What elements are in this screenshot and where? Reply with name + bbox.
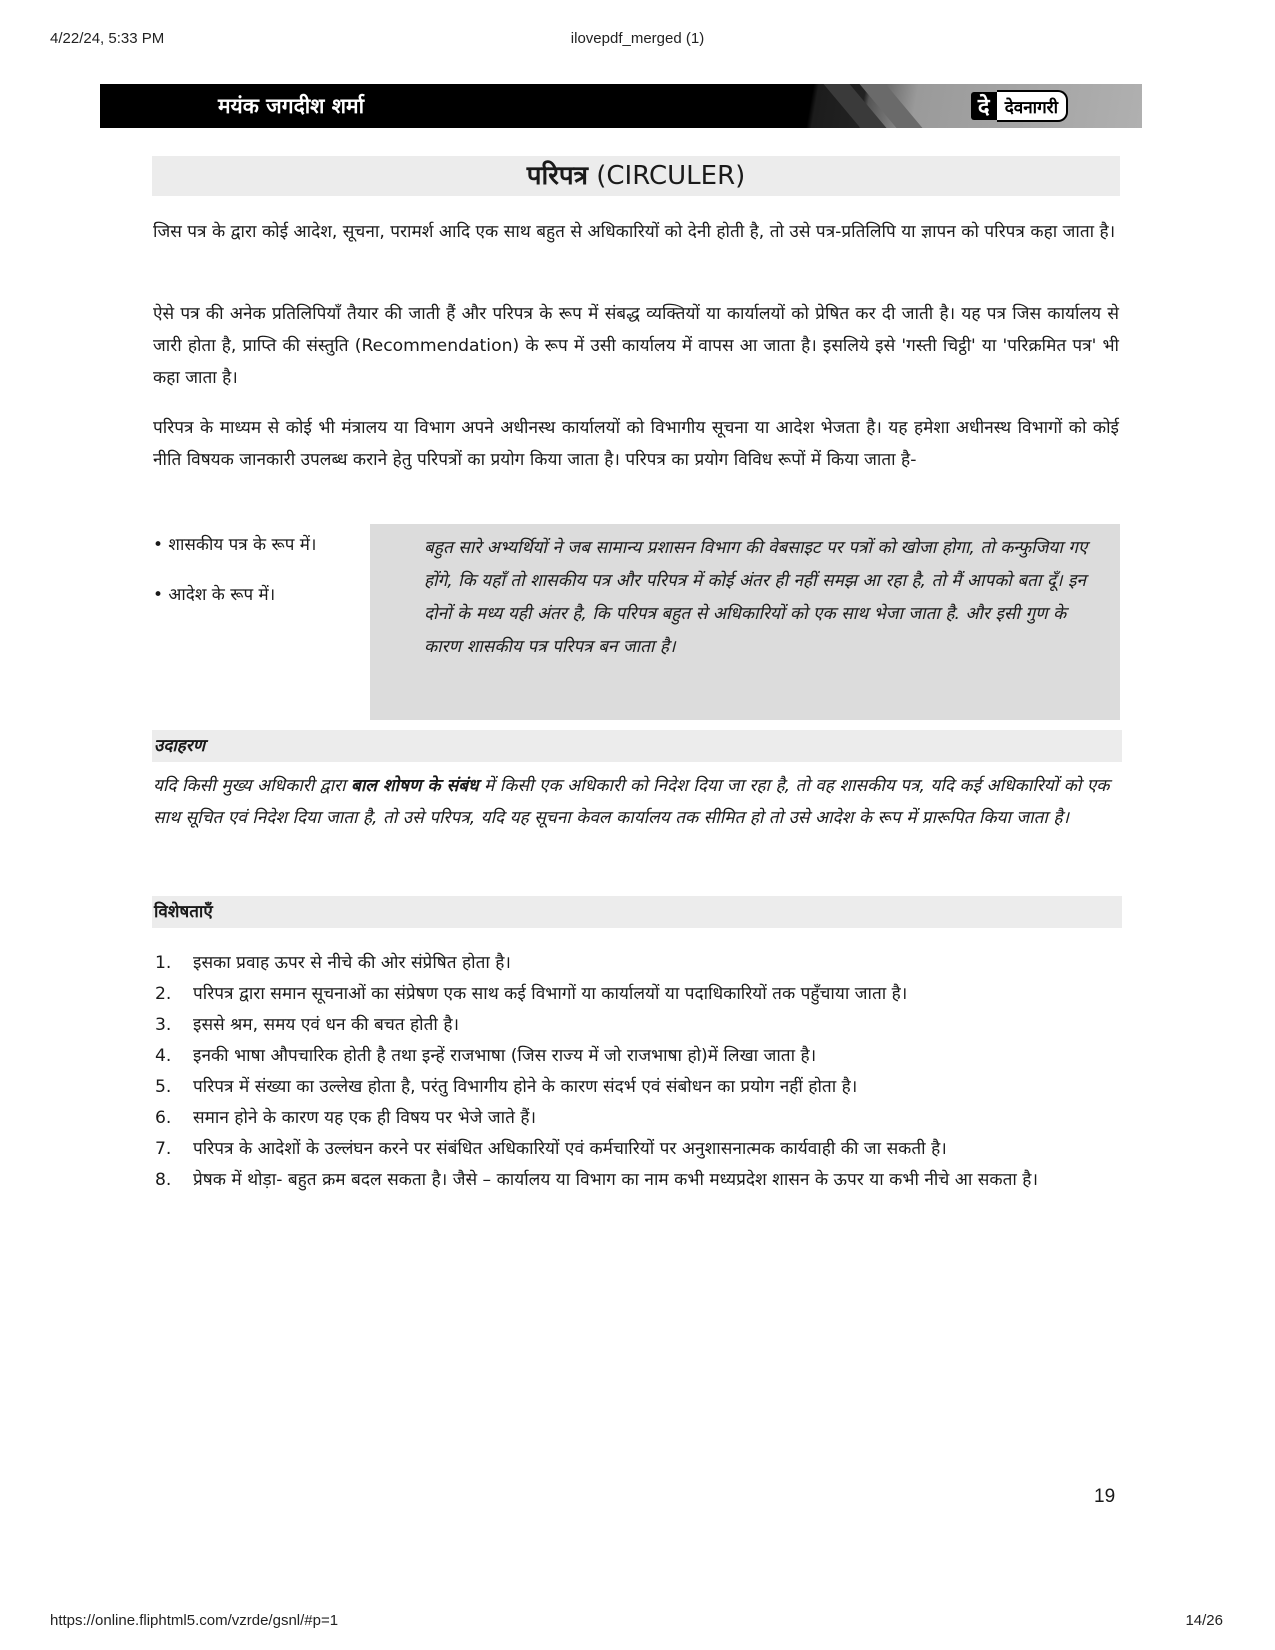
paragraph-usage: परिपत्र के माध्यम से कोई भी मंत्रालय या विभाग अपने अधीनस्थ कार्यालयों को विभागीय सूचना या आदेश भेजता है। यह हमेशा अधीनस्थ विभागों को कोई नीति विषयक जानकारी उपलब्ध कराने हेतु परिपत्रों का प्रयोग किया जाता है। परिपत्र का प्रयोग विविध रूपों में किया जाता है- [153,418,1119,470]
usage-bullet-list [153,534,316,634]
list-item [153,1072,1121,1103]
print-document-title: ilovepdf_merged (1) [570,30,705,47]
features-heading: विशेषताएँ [152,896,1122,928]
list-item-number: 3. [155,1015,172,1035]
list-item-number: 1. [155,953,172,973]
brand-logo [971,90,1068,122]
list-item-text: इनकी भाषा औपचारिक होती है तथा इन्हें राजभाषा (जिस राज्य में जो राजभाषा हो)में लिखा जाता है। [193,1046,817,1066]
list-item-text: समान होने के कारण यह एक ही विषय पर भेजे जाते हैं। [193,1108,536,1128]
list-item-text: परिपत्र के आदेशों के उल्लंघन करने पर संबंधित अधिकारियों एवं कर्मचारियों पर अनुशासनात्मक कार्यवाही की जा सकती है। [193,1139,947,1159]
list-item-number: 4. [155,1046,172,1066]
print-page-counter: 14/26 [1185,1612,1223,1629]
list-item: • शासकीय पत्र के रूप में। [153,535,317,555]
page-title [152,156,1120,196]
list-item-number: 6. [155,1108,172,1128]
list-item [153,979,1121,1010]
list-item-text: इसका प्रवाह ऊपर से नीचे की ओर संप्रेषित होता है। [193,953,511,973]
page-title-hindi: परिपत्र [526,161,588,191]
document-page-number: 19 [1094,1486,1116,1507]
note-callout [370,524,1120,720]
print-header [0,30,1275,52]
page-title-english: (CIRCULER) [596,161,746,191]
list-item [153,1010,1121,1041]
list-item [153,1103,1121,1134]
features-list [153,948,1121,1196]
example-text-start: यदि किसी मुख्य अधिकारी द्वारा [153,776,351,796]
example-text [153,770,1119,834]
example-text-end: में किसी एक अधिकारी को निदेश दिया जा रहा है, तो वह शासकीय पत्र, यदि कई अधिकारियों को एक साथ सूचित एवं निदेश दिया जाता है, तो उसे परिपत्र, यदि यह सूचना केवल कार्यालय तक सीमित हो तो उसे आदेश के रूप में प्रारूपित किया जाता है। [153,776,1110,828]
list-item [153,1041,1121,1072]
list-item-text: इससे श्रम, समय एवं धन की बचत होती है। [193,1015,459,1035]
list-item-number: 2. [155,984,172,1004]
print-datetime: 4/22/24, 5:33 PM [50,30,165,47]
list-item [153,948,1121,979]
list-item-text: प्रेषक में थोड़ा- बहुत क्रम बदल सकता है। जैसे – कार्यालय या विभाग का नाम कभी मध्यप्रदेश शासन के ऊपर या कभी नीचे आ सकता है। [193,1170,1038,1190]
list-item-text: परिपत्र द्वारा समान सूचनाओं का संप्रेषण एक साथ कई विभागों या कार्यालयों या पदाधिकारियों तक पहुँचाया जाता है। [193,984,908,1004]
author-name: मयंक जगदीश शर्मा [218,94,365,118]
list-item [153,1134,1121,1165]
example-text-bold: बाल शोषण के संबंध [351,776,479,796]
note-text: बहुत सारे अभ्यर्थियों ने जब सामान्य प्रशासन विभाग की वेबसाइट पर पत्रों को खोजा होगा, तो कन्फुजिया गए होंगे, कि यहाँ तो शासकीय पत्र और परिपत्र में कोई अंतर ही नहीं समझ आ रहा है, तो मैं आपको बता दूँ। इन दोनों के मध्य यही अंतर है, कि परिपत्र बहुत से अधिकारियों को एक साथ भेजा जाता है. और इसी गुण के कारण शासकीय पत्र परिपत्र बन जाता है। [424,538,1088,657]
list-item-number: 7. [155,1139,172,1159]
example-heading: उदाहरण [152,730,1122,762]
header-banner [100,84,1142,128]
brand-name: देवनागरी [997,90,1068,122]
list-item-number: 8. [155,1170,172,1190]
print-footer [0,1612,1275,1634]
print-url: https://online.fliphtml5.com/vzrde/gsnl/#p=1 [50,1612,339,1629]
paragraph-copies: ऐसे पत्र की अनेक प्रतिलिपियाँ तैयार की जाती हैं और परिपत्र के रूप में संबद्ध व्यक्तियों या कार्यालयों को प्रेषित कर दी जाती है। यह पत्र जिस कार्यालय से जारी होता है, प्राप्ति की संस्तुति (Recommendation) के रूप में उसी कार्यालय में वापस आ जाता है। इसलिये इसे 'गस्ती चिट्ठी' या 'परिक्रमित पत्र' भी कहा जाता है। [153,304,1119,388]
brand-mark-icon: दे [971,92,997,120]
list-item-text: परिपत्र में संख्या का उल्लेख होता है, परंतु विभागीय होने के कारण संदर्भ एवं संबोधन का प्रयोग नहीं होता है। [193,1077,858,1097]
list-item-number: 5. [155,1077,172,1097]
list-item: • आदेश के रूप में। [153,585,276,605]
list-item [153,1165,1121,1196]
paragraph-definition: जिस पत्र के द्वारा कोई आदेश, सूचना, परामर्श आदि एक साथ बहुत से अधिकारियों को देनी होती है, तो उसे पत्र-प्रतिलिपि या ज्ञापन को परिपत्र कहा जाता है। [153,222,1116,242]
